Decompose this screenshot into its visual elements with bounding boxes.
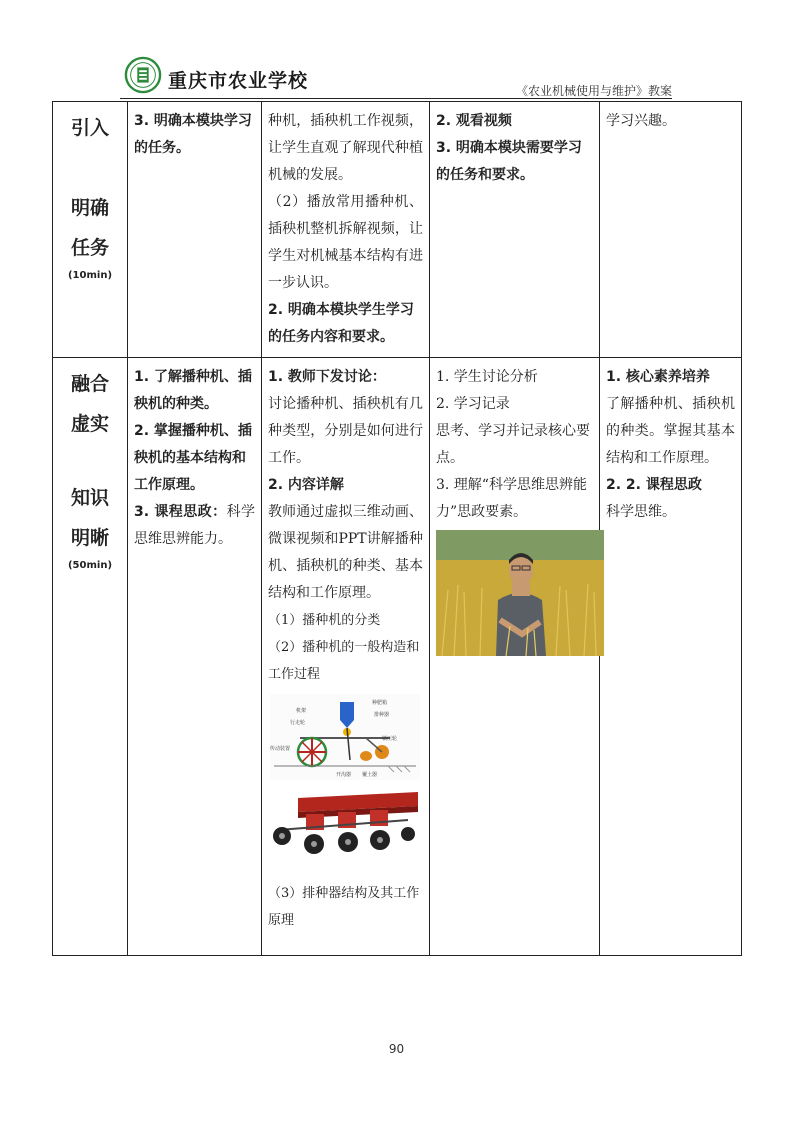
content-label: 3. 课程思政： [134,504,227,520]
diagram-label: 镇压轮 [382,736,398,742]
teacher-cell [262,102,430,358]
student-item: 思考、学习并记录核心要点。 [436,423,590,466]
teacher-heading: 2. 内容详解 [268,477,344,493]
stage-time: (50min) [67,560,113,571]
table-row [53,102,742,358]
content-cell [128,358,262,956]
intent-cell [600,358,742,956]
intent-text: 学习兴趣。 [606,113,676,129]
content-item: 1. 了解播种机、插秧机的种类。 [134,369,252,412]
teacher-heading: 1. 教师下发讨论： [268,369,386,385]
teacher-text: 教师通过虚拟三维动画、微课视频和PPT讲解播种机、插秧机的种类、基本结构和工作原理。 [268,504,423,601]
stage-cell [53,102,128,358]
table-row [53,358,742,956]
school-name: 重庆市农业学校 [168,70,309,92]
course-title: 《农业机械使用与维护》教案 [515,84,672,98]
content-item: 3. 明确本模块学习的任务。 [134,113,252,156]
teacher-subitem: （3）排种器结构及其工作原理 [268,886,420,928]
diagram-label: 开沟器 [336,772,352,778]
student-item: 1. 学生讨论分析 [436,369,538,385]
stage-title-line: 引入 [70,117,109,139]
diagram-label: 排种器 [374,712,390,718]
stage-title-line: 虚实 [70,413,109,435]
student-cell [430,358,600,956]
farmer-field-photo [436,530,604,656]
content-item: 2. 掌握播种机、插秧机的基本结构和工作原理。 [134,423,252,493]
diagram-label: 传动装置 [270,746,291,752]
student-item: 2. 学习记录 [436,396,510,412]
stage-title-line: 明确 [70,197,109,219]
teacher-text: 种机，插秧机工作视频，让学生直观了解现代种植机械的发展。 [268,113,423,183]
stage-time: (10min) [67,270,113,281]
teacher-subitem: （2）播种机的一般构造和工作过程 [268,640,420,682]
intent-heading: 1. 核心素养培养 [606,369,710,385]
intent-text: 了解播种机、插秧机的种类。掌握其基本结构和工作原理。 [606,396,735,466]
diagram-label: 覆土器 [362,772,378,778]
student-item: 3. 理解“科学思维思辨能力”思政要素。 [436,477,587,520]
diagram-label: 机架 [296,708,307,714]
header-divider [120,98,672,99]
seeder-structure-diagram [270,694,420,780]
teacher-heading: 2. 明确本模块学生学习的任务内容和要求。 [268,302,414,345]
stage-title-line: 明晰 [70,527,109,549]
content-text: 科学思维思辨能力。 [134,504,255,547]
page-number: 90 [388,1042,405,1056]
page-header [120,54,672,100]
teacher-text: （2）播放常用播种机、插秧机整机拆解视频，让学生对机械基本结构有进一步认识。 [268,194,423,291]
content-cell [128,102,262,358]
stage-title-line: 融合 [70,373,109,395]
stage-cell [53,358,128,956]
student-cell [430,102,600,358]
teacher-text: 讨论播种机、插秧机有几种类型，分别是如何进行工作。 [268,396,423,466]
content-item [134,499,255,553]
intent-cell [600,102,742,358]
stage-title-line: 知识 [70,487,109,509]
school-logo [124,56,162,94]
intent-text: 科学思维。 [606,504,676,520]
diagram-label: 种肥箱 [372,700,388,706]
seeder-machine-image [268,790,420,862]
stage-title-line: 任务 [70,237,109,259]
student-item: 2. 观看视频 [436,113,512,129]
student-item: 3. 明确本模块需要学习的任务和要求。 [436,140,582,183]
diagram-label: 行走轮 [290,720,306,726]
lesson-plan-table [52,101,742,956]
teacher-cell [262,358,430,956]
teacher-subitem: （1）播种机的分类 [268,613,381,628]
intent-heading: 2. 2. 课程思政 [606,477,702,493]
